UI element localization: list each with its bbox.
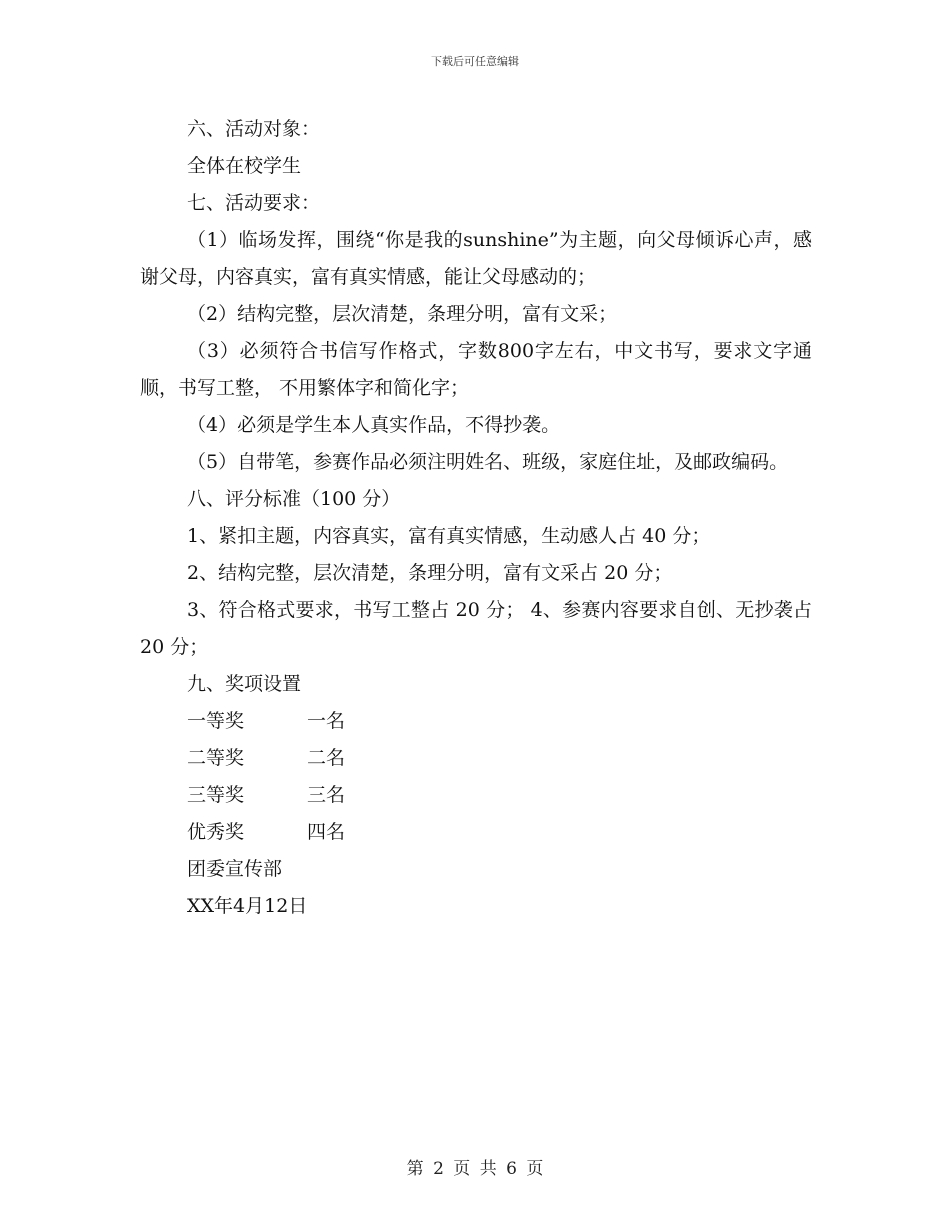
prize-row bbox=[140, 703, 812, 740]
prize-row bbox=[140, 814, 812, 851]
prize-count: 四名 bbox=[307, 821, 346, 843]
prize-name: 三等奖 bbox=[187, 784, 245, 806]
prize-count: 二名 bbox=[307, 747, 346, 769]
requirement-2: （2）结构完整，层次清楚，条理分明，富有文采； bbox=[187, 303, 618, 325]
requirement-3: （3）必须符合书信写作格式，字数800字左右，中文书写，要求文字通顺，书写工整， 不用繁体字和简化字； bbox=[140, 340, 812, 399]
requirement-1: （1）临场发挥，围绕“你是我的sunshine”为主题，向父母倾诉心声，感谢父母，内容真实，富有真实情感，能让父母感动的； bbox=[140, 229, 812, 288]
section-9-title: 九、奖项设置 bbox=[187, 673, 302, 695]
issue-date: XX年4月12日 bbox=[187, 895, 308, 917]
organizer: 团委宣传部 bbox=[187, 858, 283, 880]
prize-count: 三名 bbox=[307, 784, 346, 806]
section-7-title: 七、活动要求： bbox=[187, 192, 321, 214]
prize-name: 二等奖 bbox=[187, 747, 245, 769]
section-6-body: 全体在校学生 bbox=[187, 155, 302, 177]
prize-count: 一名 bbox=[307, 710, 346, 732]
section-6-title: 六、活动对象： bbox=[187, 118, 321, 140]
prize-name: 一等奖 bbox=[187, 710, 245, 732]
section-8-title: 八、评分标准（100 分） bbox=[187, 488, 401, 510]
scoring-item-1: 1、紧扣主题，内容真实，富有真实情感，生动感人占 40 分； bbox=[187, 525, 711, 547]
prize-row bbox=[140, 777, 812, 814]
prize-name: 优秀奖 bbox=[187, 821, 245, 843]
requirement-4: （4）必须是学生本人真实作品，不得抄袭。 bbox=[187, 414, 561, 436]
scoring-item-3: 3、符合格式要求，书写工整占 20 分； 4、参赛内容要求自创、无抄袭占 20 分； bbox=[140, 599, 812, 658]
scoring-item-2: 2、结构完整，层次清楚，条理分明，富有文采占 20 分； bbox=[187, 562, 673, 584]
requirement-5: （5）自带笔，参赛作品必须注明姓名、班级，家庭住址，及邮政编码。 bbox=[187, 451, 789, 473]
prize-row bbox=[140, 740, 812, 777]
page-header: 下载后可任意编辑 bbox=[431, 55, 519, 68]
document-body bbox=[140, 111, 812, 925]
page-number: 第 2 页 共 6 页 bbox=[406, 1159, 544, 1179]
